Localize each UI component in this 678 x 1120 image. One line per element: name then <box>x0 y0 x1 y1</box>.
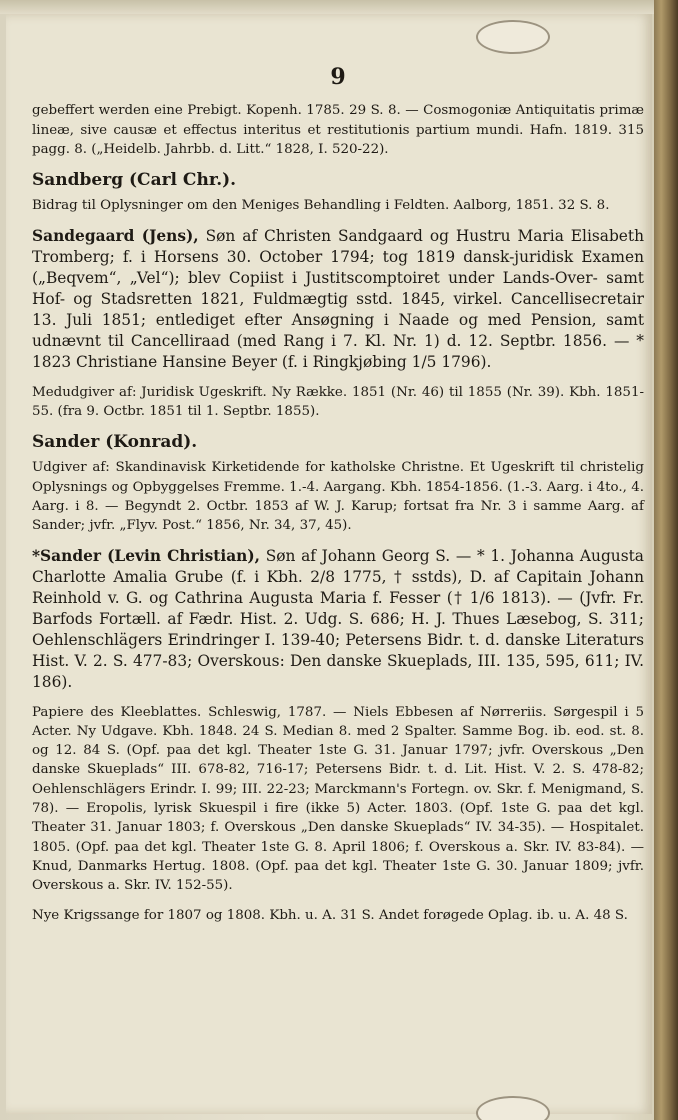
page-top-edge <box>0 0 678 14</box>
entry-heading-sander-levin: *Sander (Levin Christian), <box>32 546 260 565</box>
book-spine-edge <box>654 0 678 1120</box>
entry-body-sander-konrad: Udgiver af: Skandinavisk Kirketidende for katholske Christne. Et Ugeskrift til christelig Oplysnings og Opbyggelses Fremme. 1.-4. Aargang. Kbh. 1854-1856. (1.-3. Aarg. i 4to., 4. Aarg. i 8. — Begyndt 2. Octbr. 1853 af W. J. Karup; fortsat fra Nr. 3 i samme Aarg. af Sander; jvfr. „Flyv. Post.“ 1856, Nr. 34, 37, 45). <box>32 460 644 534</box>
page-text <box>32 64 644 935</box>
entry-heading-sander-konrad: Sander (Konrad). <box>32 432 198 453</box>
entry-heading-sandegaard: Sandegaard (Jens), <box>32 226 199 245</box>
entry-sander-levin-krigssange: Nye Krigssange for 1807 og 1808. Kbh. u. A. 31 S. Andet forøgede Oplag. ib. u. A. 48 S. <box>32 907 628 923</box>
page-number: 9 <box>330 64 346 90</box>
entry-sander-levin <box>32 546 644 693</box>
entry-body-sandberg: Bidrag til Oplysninger om den Meniges Behandling i Feldten. Aalborg, 1851. 32 S. 8. <box>32 198 610 214</box>
entry-body-sandegaard: Søn af Christen Sandgaard og Hustru Maria Elisabeth Tromberg; f. i Horsens 30. October 1794; tog 1819 dansk-juridisk Examen („Beqvem“, „Vel“); blev Copiist i Justitscomptoiret under Lands-Over- samt Hof- og Stadsretten 1821, Fuldmægtig sstd. 1845, virkel. Cancellisecretair 13. Juli 1851; entlediget efter Ansøgning i Naade og med Pension, samt udnævnt til Cancelliraad (med Rang i 7. Kl. Nr. 1) d. 12. Septbr. 1856. — * 1823 Christiane Hansine Beyer (f. i Ringkjøbing 1/5 1796). <box>32 226 644 371</box>
punch-hole-bottom <box>476 1096 550 1120</box>
entry-sandegaard <box>32 226 644 373</box>
entry-sander-levin-works: Papiere des Kleeblattes. Schleswig, 1787. — Niels Ebbesen af Nørreriis. Sørgespil i 5 Acter. Ny Udgave. Kbh. 1848. 24 S. Median 8. med 2 Spalter. Samme Bog. ib. eod. st. 8. og 12. 84 S. (Opf. paa det kgl. Theater 1ste G. 31. Januar 1797; jvfr. Overskous „Den danske Skueplads“ III. 678-82, 716-17; Petersens Bidr. t. d. Lit. Hist. V. 2. S. 478-82; Oehlenschlägers Erindr. I. 99; III. 22-23; Marckmann's Fortegn. ov. Skr. f. Menigmand, S. 78). — Eropolis, lyrisk Skuespil i fire (ikke 5) Acter. 1803. (Opf. 1ste G. paa det kgl. Theater 31. Januar 1803; f. Overskous „Den danske Skueplads“ IV. 34-35). — Hospitalet. 1805. (Opf. paa det kgl. Theater 1ste G. 8. April 1806; f. Overskous a. Skr. IV. 83-84). — Knud, Danmarks Hertug. 1808. (Opf. paa det kgl. Theater 1ste G. 30. Januar 1809; jvfr. Overskous a. Skr. IV. 152-55). <box>32 704 644 894</box>
entry-sandegaard-works: Medudgiver af: Juridisk Ugeskrift. Ny Række. 1851 (Nr. 46) til 1855 (Nr. 39). Kbh. 1851-55. (fra 9. Octbr. 1851 til 1. Septbr. 1855). <box>32 384 644 419</box>
punch-hole-top <box>476 20 550 54</box>
entry-heading-sandberg: Sandberg (Carl Chr.). <box>32 170 237 191</box>
entry-body-sander-levin: Søn af Johann Georg S. — * 1. Johanna Augusta Charlotte Amalia Grube (f. i Kbh. 2/8 1775, † sstds), D. af Capitain Johann Reinhold v. G. og Cathrina Augusta Maria f. Fesser († 1/6 1813). — (Jvfr. Fr. Barfods Fortæll. af Fædr. Hist. 2. Udg. S. 686; H. J. Thues Læsebog, S. 311; Oehlenschlägers Erindringer I. 139-40; Petersens Bidr. t. d. danske Literaturs Hist. V. 2. S. 477-83; Overskous: Den danske Skueplads, III. 135, 595, 611; IV. 186). <box>32 546 644 691</box>
book-page <box>6 14 652 1114</box>
entry-continuation: gebeffert werden eine Prebigt. Kopenh. 1785. 29 S. 8. — Cosmogoniæ Antiquitatis primæ lineæ, sive causæ et effectus interitus et restitutionis partium mundi. Hafn. 1819. 315 pagg. 8. („Heidelb. Jahrbb. d. Litt.“ 1828, I. 520-22). <box>32 103 644 157</box>
